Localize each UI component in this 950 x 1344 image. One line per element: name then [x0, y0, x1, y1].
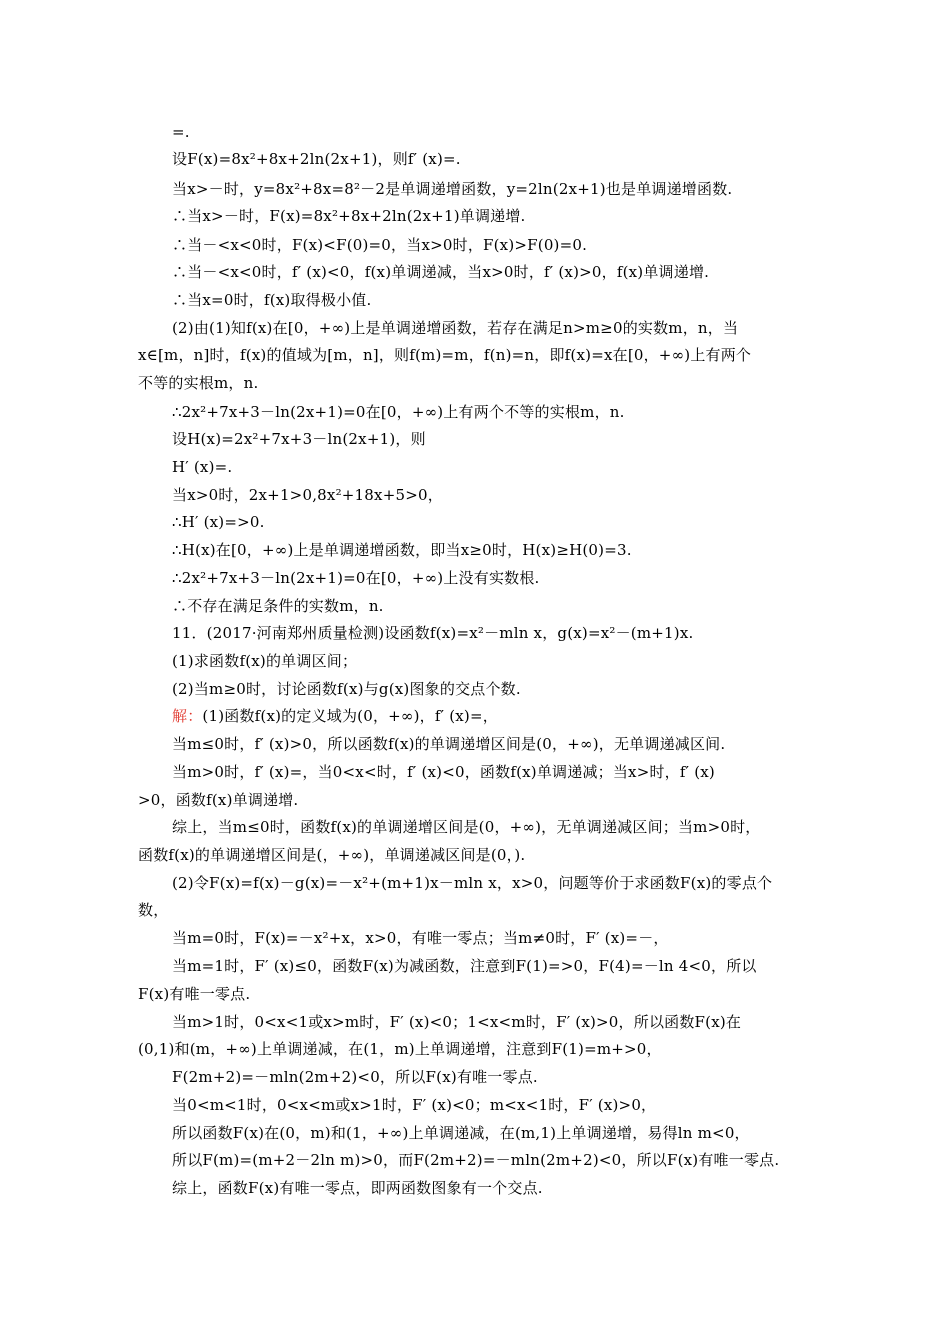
text-line: (2)令F(x)=f(x)－g(x)=－x²+(m+1)x－mln x，x>0，问题等价于求函数F(x)的零点个: [172, 874, 773, 892]
text-line: ∴H(x)在[0，+∞)上是单调递增函数，即当x≥0时，H(x)≥H(0)=3.: [172, 541, 632, 559]
text-line: 当m=0时，F(x)=－x²+x，x>0，有唯一零点；当m≠0时，F′ (x)=－，: [172, 929, 669, 947]
text-line: (2)由(1)知f(x)在[0，+∞)上是单调递增函数，若存在满足n>m≥0的实数m，n，当: [172, 319, 739, 337]
solution-label: 解：: [172, 707, 203, 725]
text-line: ∴当－<x<0时，f′ (x)<0，f(x)单调递减，当x>0时，f′ (x)>0，f(x)单调递增.: [172, 263, 710, 281]
text-line: ∴当x=0时，f(x)取得极小值.: [172, 291, 372, 309]
text-line: 函数f(x)的单调递增区间是(，+∞)，单调递减区间是(0，).: [138, 846, 526, 864]
text-line: ∴2x²+7x+3－ln(2x+1)=0在[0，+∞)上没有实数根.: [172, 569, 540, 587]
text-line: ∴不存在满足条件的实数m，n.: [172, 597, 384, 615]
text-line: 当x>0时，2x+1>0,8x²+18x+5>0，: [172, 486, 443, 504]
text-line: x∈[m，n]时，f(x)的值域为[m，n]，则f(m)=m，f(n)=n，即f(x)=x在[0，+∞)上有两个: [138, 346, 752, 364]
solution-first-line: 解：(1)函数f(x)的定义域为(0，+∞)，f′ (x)=，: [172, 707, 498, 725]
text-line: 当x>－时，y=8x²+8x=8²－2是单调递增函数，y=2ln(2x+1)也是单调递增函数.: [172, 180, 733, 198]
text-line: 综上，当m≤0时，函数f(x)的单调递增区间是(0，+∞)，无单调递减区间；当m>0时，: [172, 818, 761, 836]
text-line: 当m≤0时，f′ (x)>0，所以函数f(x)的单调递增区间是(0，+∞)，无单调递减区间.: [172, 735, 726, 753]
text-line: >0，函数f(x)单调递增.: [138, 791, 299, 809]
text-line: 当m>0时，f′ (x)=，当0<x<时，f′ (x)<0，函数f(x)单调递减；当x>时，f′ (x): [172, 763, 715, 781]
text-line: F(2m+2)=－mln(2m+2)<0，所以F(x)有唯一零点.: [172, 1068, 538, 1086]
text-line: 当m=1时，F′ (x)≤0，函数F(x)为减函数，注意到F(1)=>0，F(4)=－ln 4<0，所以: [172, 957, 757, 975]
text-line: 设H(x)=2x²+7x+3－ln(2x+1)，则: [172, 430, 426, 448]
text-line: 所以F(m)=(m+2－2ln m)>0，而F(2m+2)=－mln(2m+2)<0，所以F(x)有唯一零点.: [172, 1151, 780, 1169]
text-line: 所以函数F(x)在(0，m)和(1，+∞)上单调递减，在(m,1)上单调递增，易得ln m<0，: [172, 1124, 750, 1142]
text-line: 当m>1时，0<x<1或x>m时，F′ (x)<0；1<x<m时，F′ (x)>0，所以函数F(x)在: [172, 1013, 742, 1031]
text-line: 综上，函数F(x)有唯一零点，即两函数图象有一个交点.: [172, 1179, 543, 1197]
text-line: 不等的实根m，n.: [138, 374, 259, 392]
question-heading: 11．(2017·河南郑州质量检测)设函数f(x)=x²－mln x，g(x)=x²－(m+1)x.: [172, 624, 694, 642]
text-line: (0,1)和(m，+∞)上单调递减，在(1，m)上单调递增，注意到F(1)=m+>0，: [138, 1040, 662, 1058]
text-line: F(x)有唯一零点.: [138, 985, 251, 1003]
text-line: 当0<m<1时，0<x<m或x>1时，F′ (x)<0；m<x<1时，F′ (x)>0，: [172, 1096, 657, 1114]
text-line: 数，: [138, 901, 169, 919]
text-line: ∴当－<x<0时，F(x)<F(0)=0，当x>0时，F(x)>F(0)=0.: [172, 236, 588, 254]
text-line: ∴H′ (x)=>0.: [172, 513, 265, 531]
text-line: ∴2x²+7x+3－ln(2x+1)=0在[0，+∞)上有两个不等的实根m，n.: [172, 403, 625, 421]
text-line: (2)当m≥0时，讨论函数f(x)与g(x)图象的交点个数.: [172, 680, 521, 698]
text-line: =.: [172, 123, 190, 141]
text-line: ∴当x>－时，F(x)=8x²+8x+2ln(2x+1)单调递增.: [172, 207, 526, 225]
text-line: (1)求函数f(x)的单调区间；: [172, 652, 358, 670]
text-line: 设F(x)=8x²+8x+2ln(2x+1)，则f′ (x)=.: [172, 150, 461, 168]
text-line: H′ (x)=.: [172, 458, 233, 476]
